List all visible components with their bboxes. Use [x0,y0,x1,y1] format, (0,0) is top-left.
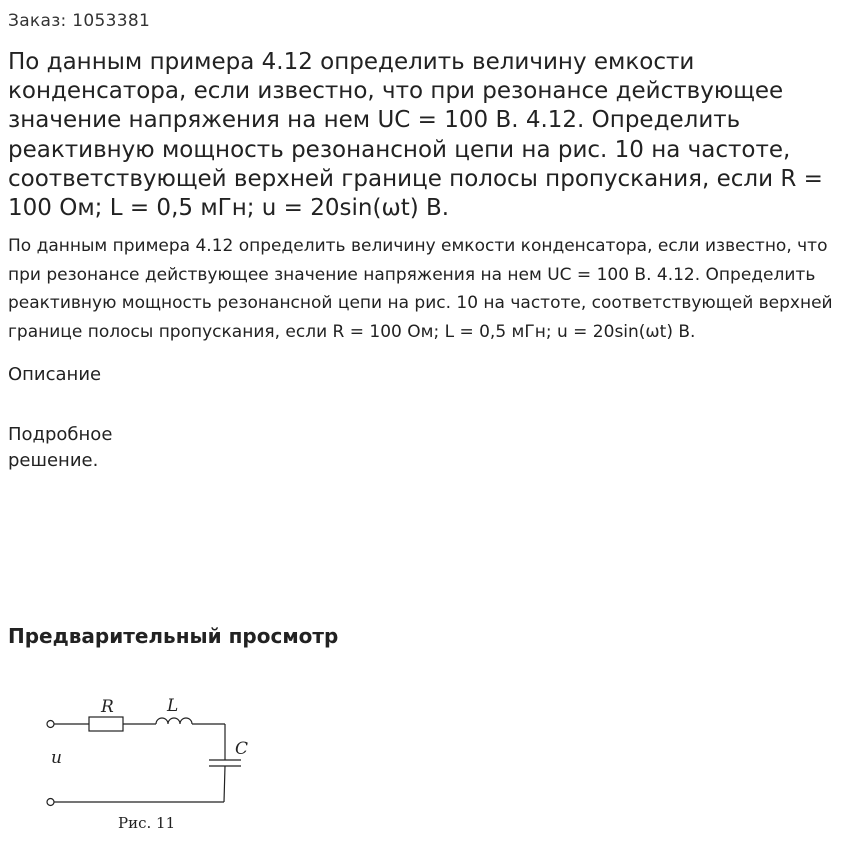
preview-title: Предварительный просмотр [8,623,339,648]
label-u: u [51,748,62,768]
description-label: Описание [8,363,102,385]
task-body: По данным примера 4.12 определить величину емкости конденсатора, если известно, что при резонансе действующее значение напряжения на нем UC = 100 В. 4.12. Определить реактивную мощность резонансной цепи на рис. 10 на частоте, соответствующей верхней границе полосы пропускания, если R = 100 Ом; L = 0,5 мГн; u = 20sin(ωt) В. [8,236,833,342]
description-text: Подробное решение. [8,423,113,472]
label-l: L [167,696,179,716]
terminal-bottom [47,799,54,806]
label-r: R [101,697,114,717]
circuit-diagram [34,688,264,838]
inductor-symbol [156,718,192,724]
terminal-top [47,721,54,728]
label-c: C [235,739,249,759]
order-number: Заказ: 1053381 [8,11,151,31]
resistor-symbol [89,717,123,731]
task-title: По данным примера 4.12 определить величину емкости конденсатора, если известно, что при резонансе действующее значение напряжения на нем UC = 100 В. 4.12. Определить реактивную мощность резонансной цепи на рис. 10 на частоте, соответствующей верхней границе полосы пропускания, если R = 100 Ом; L = 0,5 мГн; u = 20sin(ωt) В. [8,49,823,222]
figure-caption: Рис. 11 [118,814,176,832]
wire-cap-bottom [224,766,225,802]
document-page [8,0,838,649]
